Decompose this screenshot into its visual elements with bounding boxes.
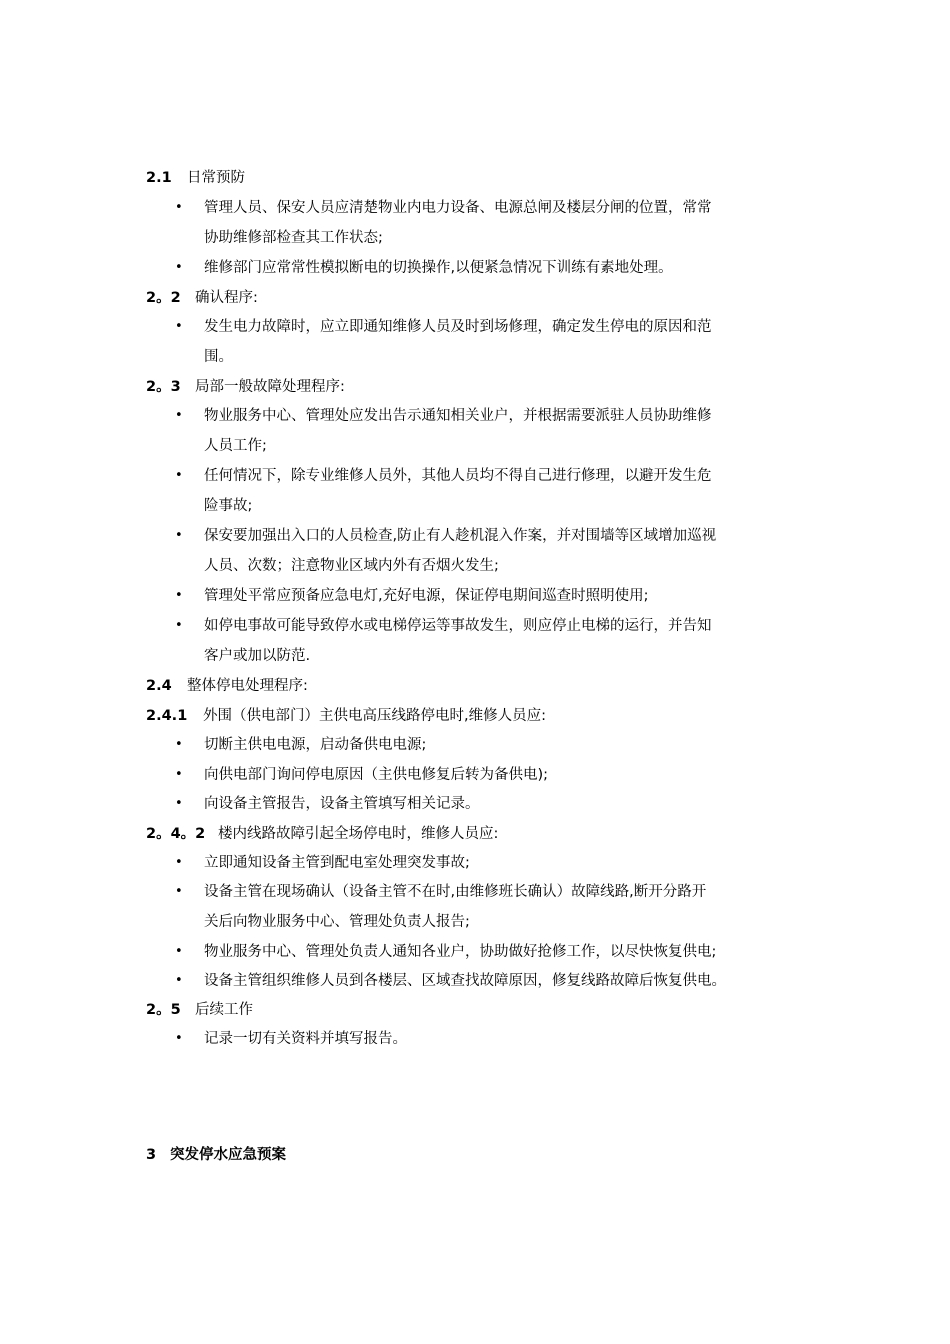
bullet-icon: • — [175, 1031, 183, 1046]
list-item: 如停电事故可能导致停水或电梯停运等事故发生，则应停止电梯的运行，并告知 — [204, 618, 712, 634]
section-title: 日常预防 — [187, 170, 245, 186]
list-item: 维修部门应常常性模拟断电的切换操作,以便紧急情况下训练有素地处理。 — [204, 260, 673, 276]
section-number: 2。2 — [146, 290, 181, 306]
list-item-continued: 围。 — [204, 349, 233, 365]
chapter-title: 突发停水应急预案 — [170, 1147, 286, 1163]
list-item: 管理处平常应预备应急电灯,充好电源，保证停电期间巡查时照明使用; — [204, 588, 649, 604]
list-item: 向供电部门询问停电原因（主供电修复后转为备供电); — [204, 767, 549, 783]
bullet-icon: • — [175, 796, 183, 811]
section-number: 2。4。2 — [146, 826, 206, 842]
list-item: 设备主管组织维修人员到各楼层、区域查找故障原因，修复线路故障后恢复供电。 — [204, 973, 726, 989]
bullet-icon: • — [175, 737, 183, 752]
bullet-icon: • — [175, 767, 183, 782]
list-item-continued: 协助维修部检查其工作状态; — [204, 230, 383, 246]
section-title: 外围（供电部门）主供电高压线路停电时,维修人员应: — [203, 708, 546, 724]
list-item: 任何情况下，除专业维修人员外，其他人员均不得自己进行修理，以避开发生危 — [204, 468, 712, 484]
bullet-icon: • — [175, 200, 183, 215]
bullet-icon: • — [175, 944, 183, 959]
bullet-icon: • — [175, 884, 183, 899]
section-number: 2。3 — [146, 379, 181, 395]
bullet-icon: • — [175, 260, 183, 275]
bullet-icon: • — [175, 319, 183, 334]
list-item: 记录一切有关资料并填写报告。 — [204, 1031, 407, 1047]
list-item: 物业服务中心、管理处应发出告示通知相关业户，并根据需要派驻人员协助维修 — [204, 408, 712, 424]
section-title: 确认程序: — [195, 290, 258, 306]
section-title: 整体停电处理程序: — [187, 678, 308, 694]
list-item: 发生电力故障时，应立即通知维修人员及时到场修理，确定发生停电的原因和范 — [204, 319, 712, 335]
bullet-icon: • — [175, 468, 183, 483]
bullet-icon: • — [175, 973, 183, 988]
section-number: 2。5 — [146, 1002, 181, 1018]
bullet-icon: • — [175, 528, 183, 543]
list-item-continued: 人员工作; — [204, 438, 267, 454]
list-item-continued: 人员、次数；注意物业区域内外有否烟火发生; — [204, 558, 499, 574]
list-item-continued: 关后向物业服务中心、管理处负责人报告; — [204, 914, 470, 930]
section-number: 2.1 — [146, 170, 172, 186]
bullet-icon: • — [175, 618, 183, 633]
section-number: 2.4 — [146, 678, 172, 694]
section-number: 2.4.1 — [146, 708, 188, 724]
list-item: 保安要加强出入口的人员检查,防止有人趁机混入作案，并对围墙等区域增加巡视 — [204, 528, 717, 544]
list-item: 向设备主管报告，设备主管填写相关记录。 — [204, 796, 480, 812]
section-title: 后续工作 — [195, 1002, 253, 1018]
list-item: 设备主管在现场确认（设备主管不在时,由维修班长确认）故障线路,断开分路开 — [204, 884, 707, 900]
section-title: 楼内线路故障引起全场停电时，维修人员应: — [218, 826, 499, 842]
list-item-continued: 客户或加以防范. — [204, 648, 311, 664]
bullet-icon: • — [175, 855, 183, 870]
chapter-number: 3 — [146, 1147, 157, 1163]
list-item: 立即通知设备主管到配电室处理突发事故; — [204, 855, 470, 871]
list-item: 管理人员、保安人员应清楚物业内电力设备、电源总闸及楼层分闸的位置，常常 — [204, 200, 712, 216]
section-title: 局部一般故障处理程序: — [195, 379, 345, 395]
list-item: 物业服务中心、管理处负责人通知各业户，协助做好抢修工作，以尽快恢复供电; — [204, 944, 717, 960]
list-item: 切断主供电电源，启动备供电电源; — [204, 737, 427, 753]
list-item-continued: 险事故; — [204, 498, 253, 514]
bullet-icon: • — [175, 408, 183, 423]
bullet-icon: • — [175, 588, 183, 603]
